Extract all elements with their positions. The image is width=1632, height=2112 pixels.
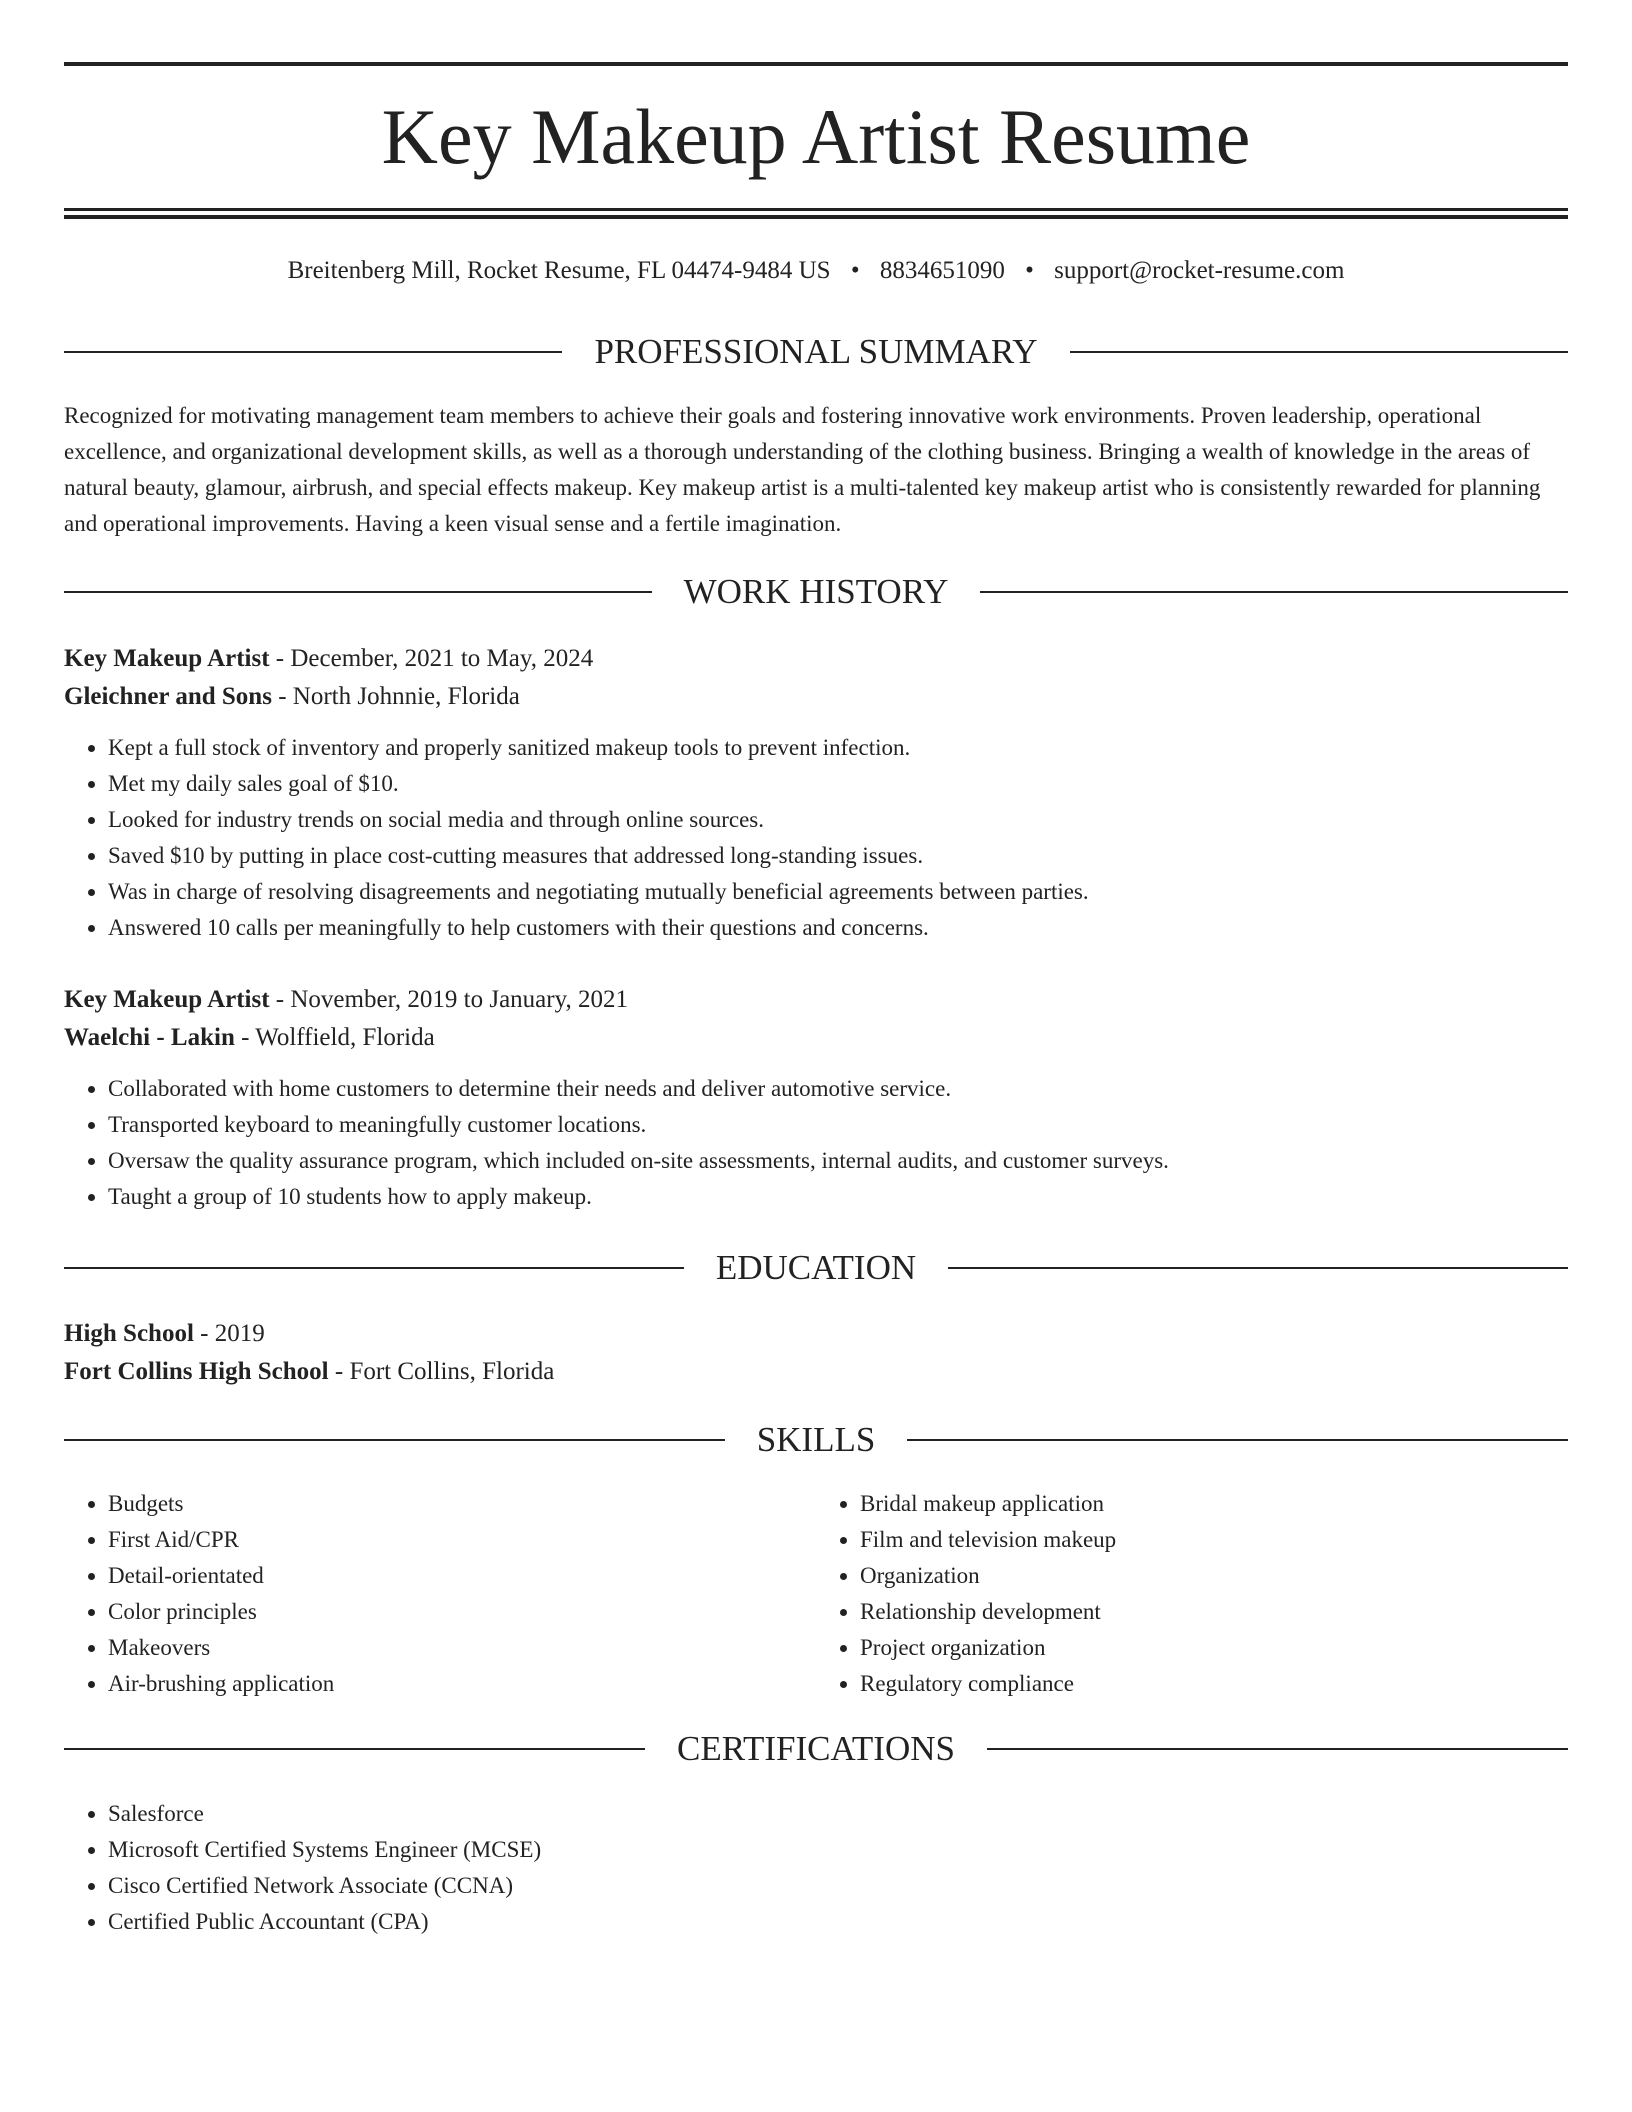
job-bullets	[64, 730, 1568, 946]
heading-rule-left	[64, 1267, 684, 1269]
skill-item: • Regulatory compliance	[860, 1666, 1568, 1702]
summary-heading-label: PROFESSIONAL SUMMARY	[594, 332, 1038, 371]
skill-item: • Budgets	[108, 1486, 816, 1522]
job-bullet: • Oversaw the quality assurance program, which included on-site assessments, internal audits, and customer surveys.	[108, 1143, 1568, 1179]
skill-item: • Bridal makeup application	[860, 1486, 1568, 1522]
job-company-line	[64, 1019, 1568, 1057]
heading-rule-right	[980, 591, 1568, 593]
education-location: - Fort Collins, Florida	[328, 1358, 555, 1385]
job-bullet: • Met my daily sales goal of $10.	[108, 766, 1568, 802]
job-bullet: • Transported keyboard to meaningfully customer locations.	[108, 1107, 1568, 1143]
page-title: Key Makeup Artist Resume	[381, 93, 1251, 180]
education-heading-label: EDUCATION	[715, 1248, 917, 1287]
certifications-heading-label: CERTIFICATIONS	[677, 1729, 955, 1768]
skill-item: • Air-brushing application	[108, 1666, 816, 1702]
job-bullet: • Collaborated with home customers to determine their needs and deliver automotive service.	[108, 1071, 1568, 1107]
skill-item: • Detail-orientated	[108, 1558, 816, 1594]
contact-email: support@rocket-resume.com	[1054, 257, 1345, 284]
skill-item: • Organization	[860, 1558, 1568, 1594]
skill-item: • First Aid/CPR	[108, 1522, 816, 1558]
job-bullet: • Taught a group of 10 students how to apply makeup.	[108, 1179, 1568, 1215]
job-company: Gleichner and Sons	[64, 683, 272, 710]
skill-item: • Color principles	[108, 1594, 816, 1630]
skills-column-left	[64, 1486, 816, 1702]
contact-address: Breitenberg Mill, Rocket Resume, FL 04474-9484 US	[287, 257, 831, 284]
skill-item: • Relationship development	[860, 1594, 1568, 1630]
education-school: Fort Collins High School	[64, 1358, 329, 1385]
contact-line	[64, 254, 1568, 288]
job-entry	[64, 981, 1568, 1215]
education-degree-line	[64, 1315, 1568, 1353]
skills-column-right	[816, 1486, 1568, 1702]
certification-item: • Certified Public Accountant (CPA)	[108, 1904, 1568, 1940]
certification-item: • Microsoft Certified Systems Engineer (MCSE)	[108, 1832, 1568, 1868]
job-title-line	[64, 640, 1568, 678]
job-bullets	[64, 1071, 1568, 1215]
summary-block	[64, 398, 1568, 542]
certifications-list	[64, 1796, 1568, 1940]
education-year: - 2019	[193, 1320, 265, 1347]
certification-item: • Cisco Certified Network Associate (CCNA)	[108, 1868, 1568, 1904]
heading-rule-left	[64, 351, 562, 353]
certification-item: • Salesforce	[108, 1796, 1568, 1832]
job-role: Key Makeup Artist	[64, 645, 270, 672]
job-bullet: • Answered 10 calls per meaningfully to help customers with their questions and concerns.	[108, 910, 1568, 946]
summary-heading	[64, 330, 1568, 374]
skills-list	[64, 1486, 1568, 1702]
job-dates: - November, 2019 to January, 2021	[269, 986, 628, 1013]
heading-rule-left	[64, 1748, 645, 1750]
summary-text: Recognized for motivating management team members to achieve their goals and fostering innovative work environments. Proven leadership, operational excellence, and organizational development skills, as well as a thorough understanding of the clothing business. Bringing a wealth of knowledge in the areas of natural beauty, glamour, airbrush, and special effects makeup. Key makeup artist is a multi-talented key makeup artist who is consistently rewarded for planning and operational improvements. Having a keen visual sense and a fertile imagination.	[64, 403, 1541, 536]
job-company: Waelchi - Lakin	[64, 1024, 235, 1051]
education-entry	[64, 1315, 1568, 1391]
heading-rule-right	[948, 1267, 1568, 1269]
education-heading	[64, 1246, 1568, 1290]
job-entry	[64, 640, 1568, 946]
work-history-heading	[64, 570, 1568, 614]
skill-item: • Film and television makeup	[860, 1522, 1568, 1558]
job-bullet: • Kept a full stock of inventory and properly sanitized makeup tools to prevent infection.	[108, 730, 1568, 766]
job-title-line	[64, 981, 1568, 1019]
job-location: - Wolffield, Florida	[234, 1024, 435, 1051]
title-double-rule	[64, 208, 1568, 219]
heading-rule-right	[907, 1439, 1568, 1441]
contact-separator: •	[850, 257, 860, 284]
education-school-line	[64, 1353, 1568, 1391]
certifications-bullets	[64, 1796, 1568, 1940]
job-company-line	[64, 678, 1568, 716]
job-location: - North Johnnie, Florida	[271, 683, 520, 710]
certifications-heading	[64, 1727, 1568, 1771]
job-bullet: • Was in charge of resolving disagreements and negotiating mutually beneficial agreements between parties.	[108, 874, 1568, 910]
job-dates: - December, 2021 to May, 2024	[269, 645, 594, 672]
heading-rule-left	[64, 1439, 725, 1441]
job-bullet: • Saved $10 by putting in place cost-cutting measures that addressed long-standing issues.	[108, 838, 1568, 874]
heading-rule-right	[1070, 351, 1568, 353]
skill-item: • Makeovers	[108, 1630, 816, 1666]
heading-rule-left	[64, 591, 652, 593]
skills-heading-label: SKILLS	[756, 1420, 876, 1459]
job-bullet: • Looked for industry trends on social media and through online sources.	[108, 802, 1568, 838]
job-role: Key Makeup Artist	[64, 986, 270, 1013]
contact-phone: 8834651090	[879, 257, 1005, 284]
education-degree: High School	[64, 1320, 194, 1347]
skills-heading	[64, 1418, 1568, 1462]
work-history-heading-label: WORK HISTORY	[683, 572, 949, 611]
skill-item: • Project organization	[860, 1630, 1568, 1666]
contact-separator: •	[1025, 257, 1034, 284]
heading-rule-right	[987, 1748, 1568, 1750]
top-rule	[64, 62, 1568, 66]
